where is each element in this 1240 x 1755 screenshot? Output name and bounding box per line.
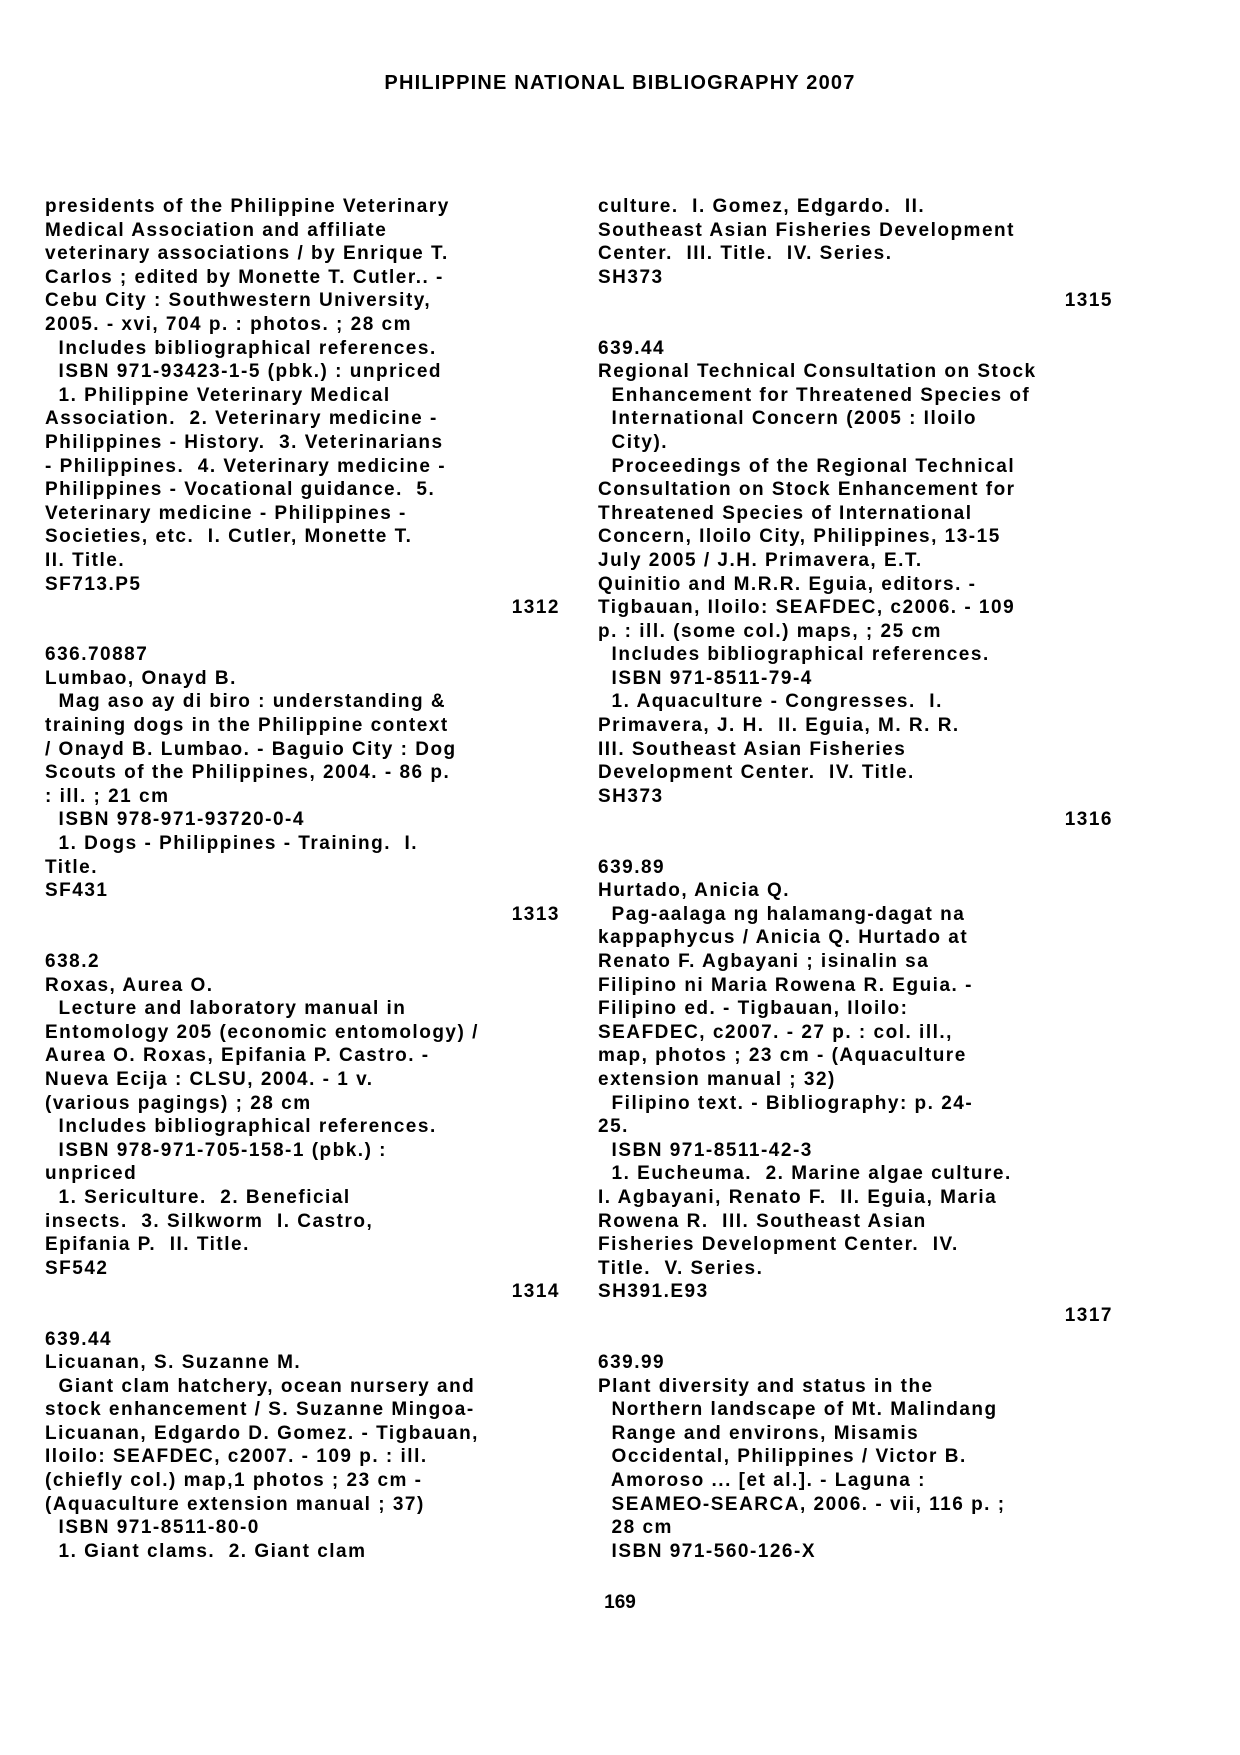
entry-text-line: Fisheries Development Center. IV. [598,1234,959,1256]
entry-text-line: ISBN 978-971-93720-0-4 [45,809,305,831]
entry-text-line: Mag aso ay di biro : understanding & [45,691,447,713]
entry-text-line: Title. V. Series. [598,1257,764,1279]
entry-text-line: SF542 [45,1257,109,1279]
entry-text-line: Quinitio and M.R.R. Eguia, editors. - [598,573,977,595]
entry-text-line: 1. Philippine Veterinary Medical [45,384,391,406]
entry-text-line: Enhancement for Threatened Species of [598,384,1031,406]
entry-text-line: SH373 [598,785,664,807]
entry-text-line: 1. Giant clams. 2. Giant clam [45,1540,367,1562]
entry-text-line: Hurtado, Anicia Q. [598,880,791,902]
entry-text-line: ISBN 971-8511-79-4 [598,667,813,689]
entry-text-line: 28 cm [598,1517,673,1539]
entry-number: 1315 [1064,290,1113,312]
entry-text-line: 639.44 [598,337,666,359]
entry-text-line: SEAFDEC, c2007. - 27 p. : col. ill., [598,1021,953,1043]
blank-line [598,832,1113,856]
entry-text-line: SH373 [598,266,664,288]
entry-text-line: Societies, etc. I. Cutler, Monette T. [45,526,413,548]
entry-text-line: Amoroso ... [et al.]. - Laguna : [598,1470,926,1492]
entry-text-line: Epifania P. II. Title. [45,1234,250,1256]
entry-text-line: Aurea O. Roxas, Epifania P. Castro. - [45,1045,430,1067]
entry-number: 1317 [1064,1304,1113,1326]
entry-text-line: SF713.P5 [45,573,142,595]
entry-text-line: 1. Aquaculture - Congresses. I. [598,691,943,713]
entry-text-line: July 2005 / J.H. Primavera, E.T. [598,549,923,571]
blank-line [45,1304,560,1328]
entry-number: 1316 [1064,809,1113,831]
entry-text-line: extension manual ; 32) [598,1068,836,1090]
entry-text-line: - Philippines. 4. Veterinary medicine - [45,455,447,477]
entry-text-line: Plant diversity and status in the [598,1375,934,1397]
entry-text-line: III. Southeast Asian Fisheries [598,738,907,760]
entry-text-line: Consultation on Stock Enhancement for [598,479,1016,501]
entry-text-line: Includes bibliographical references. [598,644,990,666]
entry-text-line: I. Agbayani, Renato F. II. Eguia, Maria [598,1186,998,1208]
entry-text-line: Pag-aalaga ng halamang-dagat na [598,903,966,925]
entry-text-line: Filipino text. - Bibliography: p. 24- [598,1092,974,1114]
entry-text-line: Lecture and laboratory manual in [45,998,407,1020]
entry-text-line: 638.2 [45,951,101,972]
entry-text-line: Carlos ; edited by Monette T. Cutler.. - [45,266,444,288]
entry-text-line: : ill. ; 21 cm [45,785,170,807]
entry-text-line: Includes bibliographical references. [45,1116,437,1138]
entry-number: 1313 [511,903,560,925]
entry-text-line: training dogs in the Philippine context [45,715,449,737]
entry-text-line: presidents of the Philippine Veterinary [45,196,450,217]
entry-text-line: ISBN 978-971-705-158-1 (pbk.) : [45,1139,388,1161]
entry-text-line: Filipino ni Maria Rowena R. Eguia. - [598,974,973,996]
entry-text-line: Range and environs, Misamis [598,1422,920,1444]
entry-text-line: Filipino ed. - Tigbauan, Iloilo: [598,998,909,1020]
entry-text-line: Renato F. Agbayani ; isinalin sa [598,951,930,972]
entry-text-line: Philippines - History. 3. Veterinarians [45,431,444,453]
entry-text-line: Lumbao, Onayd B. [45,667,237,689]
entry-text-line: Giant clam hatchery, ocean nursery and [45,1375,476,1397]
blank-line [45,926,560,950]
entry-text-line: ISBN 971-8511-42-3 [598,1139,813,1161]
entry-text-line: 1. Sericulture. 2. Beneficial [45,1186,351,1208]
entry-text-line: Entomology 205 (economic entomology) / [45,1021,479,1043]
blank-line [45,620,560,644]
entry-text-line: 639.89 [598,856,666,878]
entry-text-line: Includes bibliographical references. [45,337,437,359]
entry-text-line: Concern, Iloilo City, Philippines, 13-15 [598,526,1001,548]
entry-text-line: Scouts of the Philippines, 2004. - 86 p. [45,762,451,784]
entry-text-line: Veterinary medicine - Philippines - [45,502,407,524]
blank-line [598,1328,1113,1352]
entry-text-line: Southeast Asian Fisheries Development [598,219,1015,241]
entry-text-line: Tigbauan, Iloilo: SEAFDEC, c2006. - 109 [598,597,1016,619]
blank-line [598,313,1113,337]
entry-text-line: International Concern (2005 : Iloilo [598,408,977,430]
entry-text-line: Cebu City : Southwestern University, [45,290,432,312]
entry-text-line: Title. [45,856,98,878]
entry-text-line: II. Title. [45,549,126,571]
entry-text-line: Center. III. Title. IV. Series. [598,243,893,265]
entry-number: 1314 [511,1281,560,1303]
running-header: PHILIPPINE NATIONAL BIBLIOGRAPHY 2007 [384,72,856,94]
entry-text-line: unpriced [45,1163,138,1185]
entry-text-line: 636.70887 [45,644,149,666]
page-number: 169 [604,1592,636,1613]
entry-text-line: Occidental, Philippines / Victor B. [598,1446,967,1468]
entry-text-line: p. : ill. (some col.) maps, ; 25 cm [598,620,942,642]
entry-text-line: ISBN 971-560-126-X [598,1540,816,1562]
entry-text-line: Regional Technical Consultation on Stock [598,361,1037,383]
entry-text-line: Philippines - Vocational guidance. 5. [45,479,436,501]
entry-text-line: SH391.E93 [598,1281,709,1303]
right-column [598,195,1113,1563]
entry-text-line: Northern landscape of Mt. Malindang [598,1399,998,1421]
entry-text-line: 639.99 [598,1352,666,1374]
entry-text-line: / Onayd B. Lumbao. - Baguio City : Dog [45,738,457,760]
entry-text-line: Rowena R. III. Southeast Asian [598,1210,927,1232]
entry-text-line: 639.44 [45,1328,113,1350]
entry-text-line: veterinary associations / by Enrique T. [45,243,449,265]
entry-text-line: ISBN 971-8511-80-0 [45,1517,260,1539]
entry-text-line: (chiefly col.) map,1 photos ; 23 cm - [45,1470,423,1492]
entry-text-line: Iloilo: SEAFDEC, c2007. - 109 p. : ill. [45,1446,428,1468]
entry-text-line: stock enhancement / S. Suzanne Mingoa- [45,1399,475,1421]
left-column [45,195,560,1563]
entry-text-line: 1. Eucheuma. 2. Marine algae culture. [598,1163,1012,1185]
entry-text-line: SEAMEO-SEARCA, 2006. - vii, 116 p. ; [598,1493,1006,1515]
entry-text-line: SF431 [45,880,109,902]
entry-text-line: Nueva Ecija : CLSU, 2004. - 1 v. [45,1068,374,1090]
entry-text-line: Association. 2. Veterinary medicine - [45,408,438,430]
entry-text-line: City). [598,431,669,453]
entry-text-line: 2005. - xvi, 704 p. : photos. ; 28 cm [45,313,413,335]
entry-text-line: Development Center. IV. Title. [598,762,915,784]
entry-text-line: ISBN 971-93423-1-5 (pbk.) : unpriced [45,361,442,383]
entry-text-line: Medical Association and affiliate [45,219,388,241]
entry-text-line: Roxas, Aurea O. [45,974,214,996]
entry-text-line: (Aquaculture extension manual ; 37) [45,1493,425,1515]
entry-text-line: Primavera, J. H. II. Eguia, M. R. R. [598,715,960,737]
entry-text-line: Threatened Species of International [598,502,973,524]
entry-text-line: insects. 3. Silkworm I. Castro, [45,1210,374,1232]
entry-text-line: (various pagings) ; 28 cm [45,1092,312,1114]
entry-text-line: Licuanan, Edgardo D. Gomez. - Tigbauan, [45,1422,479,1444]
entry-text-line: Licuanan, S. Suzanne M. [45,1352,302,1374]
entry-number: 1312 [511,597,560,619]
entry-text-line: kappaphycus / Anicia Q. Hurtado at [598,927,969,949]
entry-text-line: 1. Dogs - Philippines - Training. I. [45,833,419,855]
entry-text-line: Proceedings of the Regional Technical [598,455,1016,477]
entry-text-line: map, photos ; 23 cm - (Aquaculture [598,1045,967,1067]
entry-text-line: culture. I. Gomez, Edgardo. II. [598,196,926,217]
entry-text-line: 25. [598,1116,629,1138]
